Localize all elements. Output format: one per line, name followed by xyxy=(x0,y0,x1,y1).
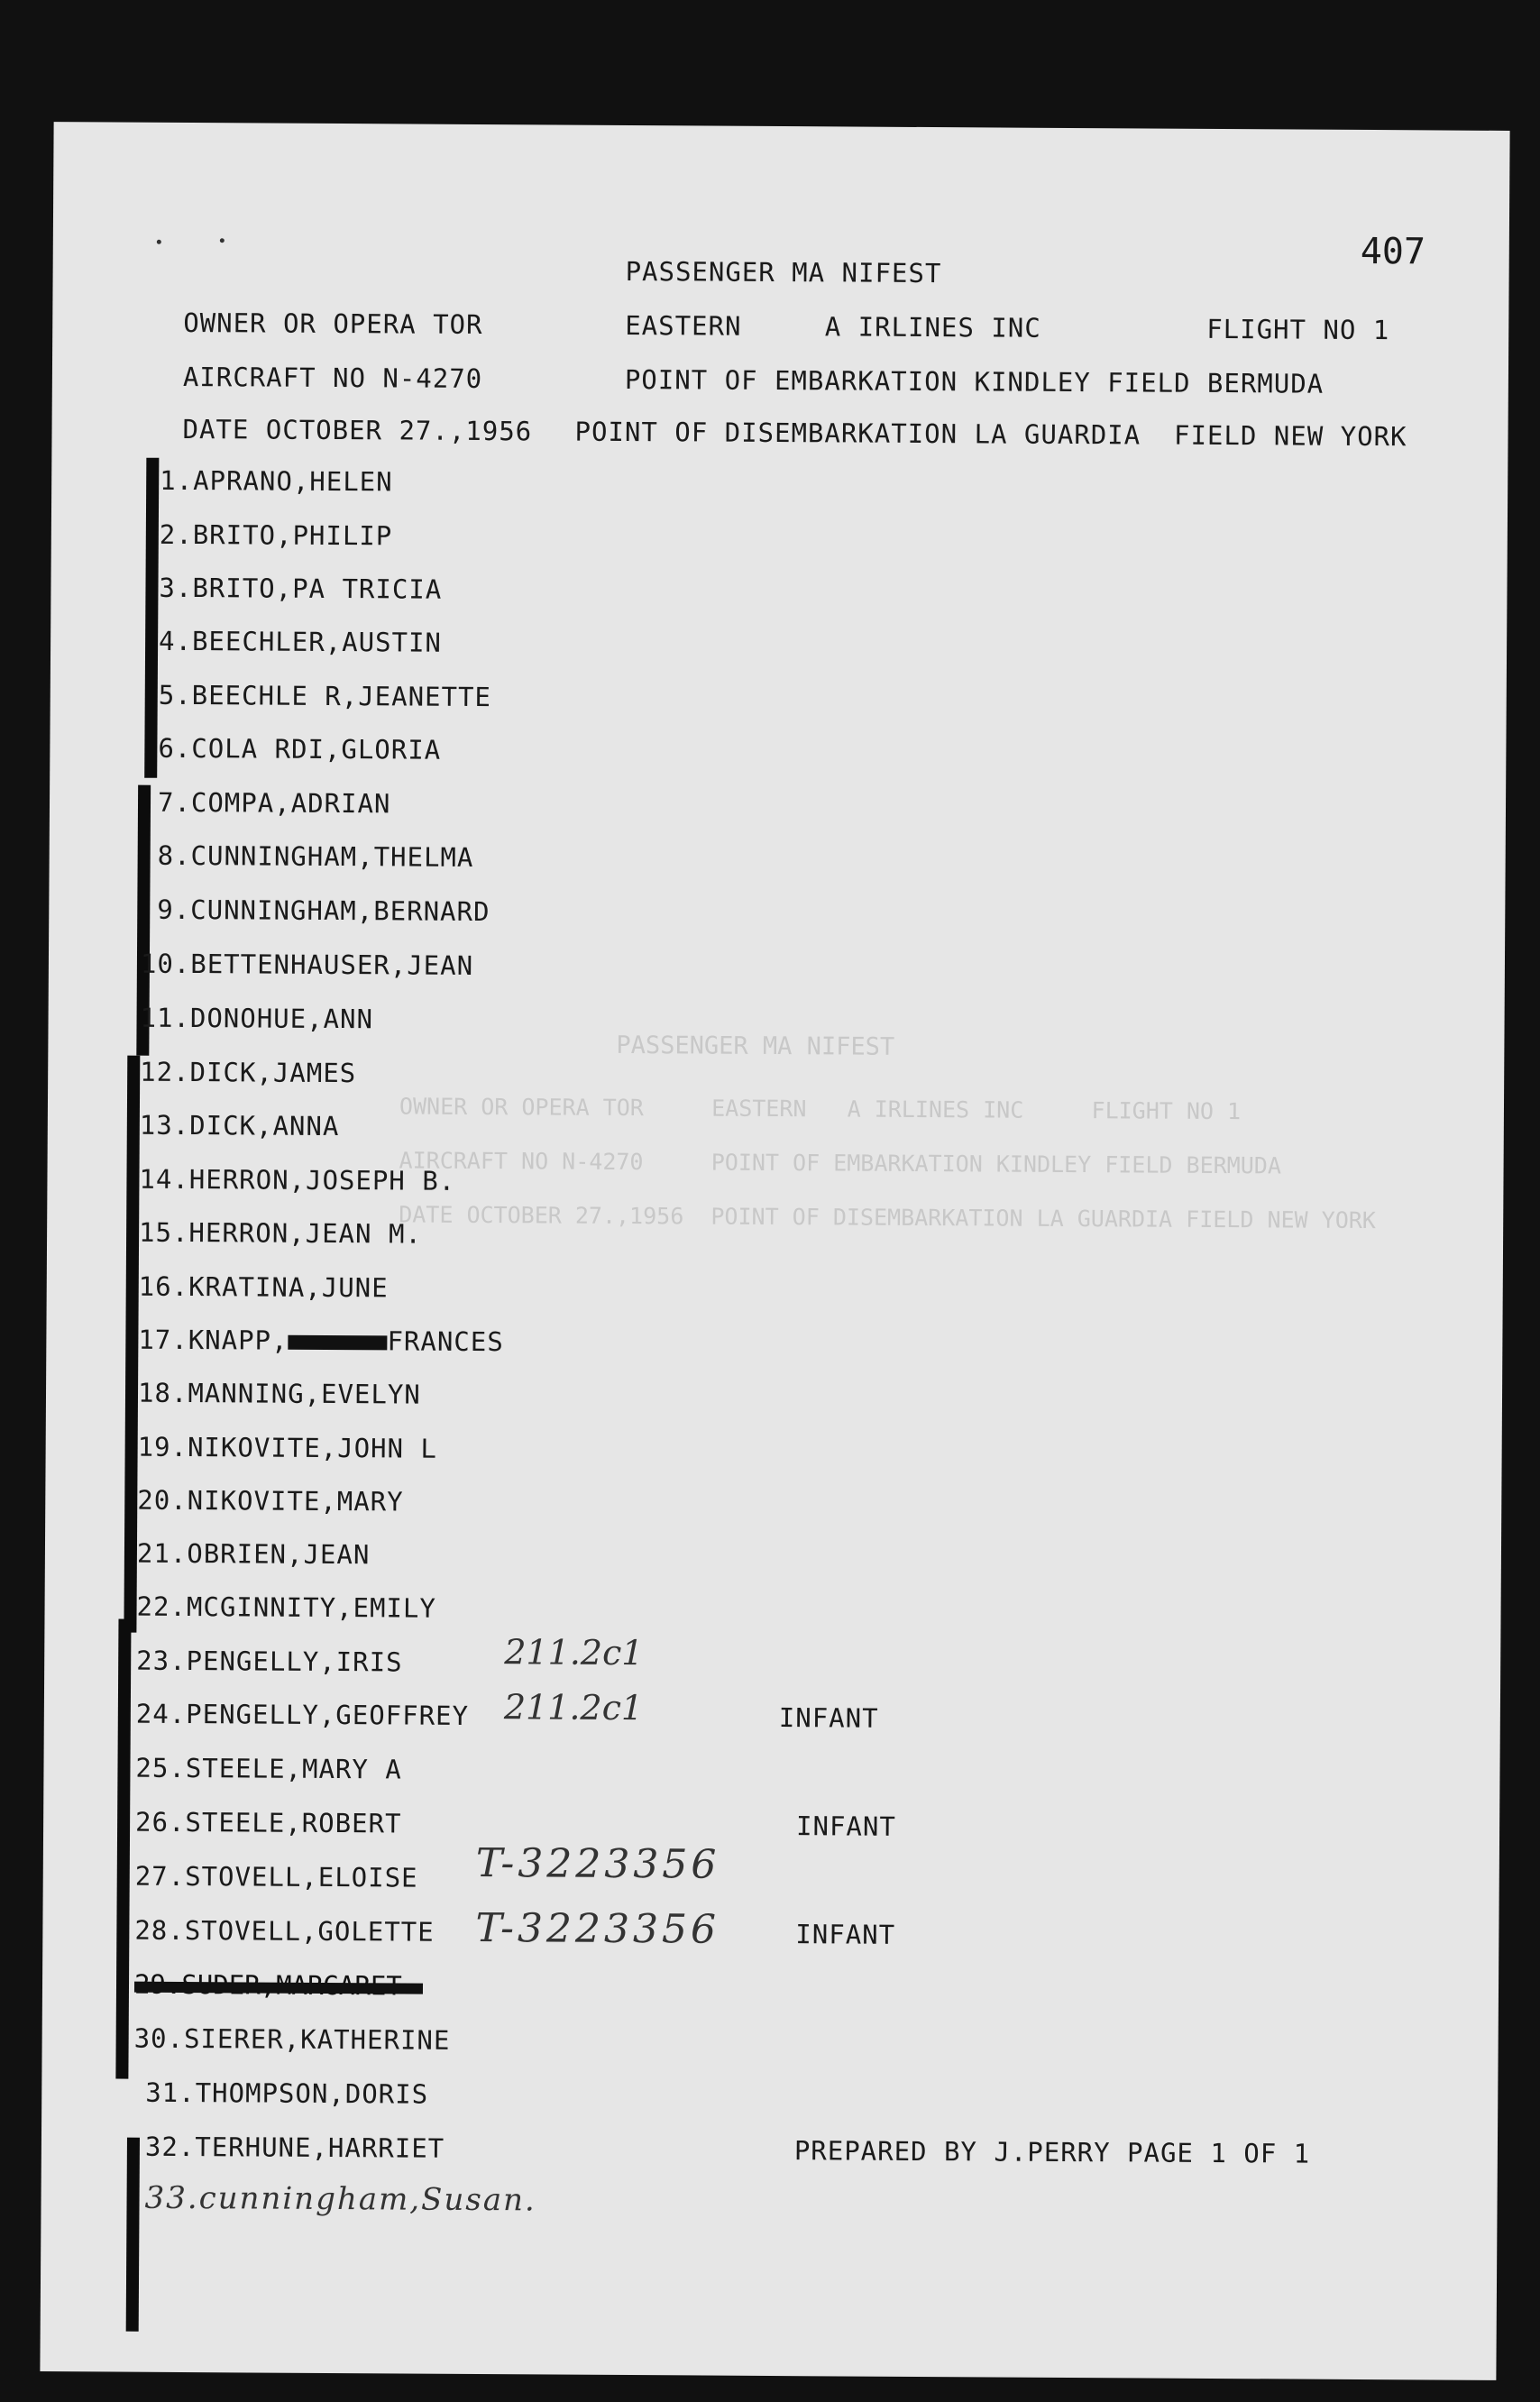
infant-label: INFANT xyxy=(778,1702,879,1734)
passenger-entry: 2.BRITO,PHILIP xyxy=(159,518,393,552)
infant-label: INFANT xyxy=(795,1919,896,1950)
passenger-entry: 22.MCGINNITY,EMILY xyxy=(136,1591,436,1624)
passenger-entry: 10.BETTENHAUSER,JEAN xyxy=(140,948,474,981)
margin-bracket xyxy=(144,458,159,778)
passenger-entry xyxy=(138,1325,504,1357)
passenger-entry: 19.NIKOVITE,JOHN L xyxy=(137,1431,438,1464)
passenger-entry: 16.KRATINA,JUNE xyxy=(138,1270,389,1304)
prepared-by-footer: PREPARED BY J.PERRY PAGE 1 OF 1 xyxy=(793,2135,1311,2169)
point-of-disembarkation: POINT OF DISEMBARKATION LA GUARDIA FIELD NEW YORK xyxy=(574,416,1407,453)
passenger-entry: 9.CUNNINGHAM,BERNARD xyxy=(157,894,490,928)
manifest-date: DATE OCTOBER 27.,1956 xyxy=(182,413,533,447)
passenger-entry: 21.OBRIEN,JEAN xyxy=(136,1537,371,1571)
passenger-entry: 27.STOVELL,ELOISE xyxy=(134,1860,418,1893)
bleed-through-line: DATE OCTOBER 27.,1956 POINT OF DISEMBARKATION LA GUARDIA FIELD NEW YORK xyxy=(399,1201,1377,1234)
margin-bracket xyxy=(115,1619,131,2079)
aircraft-number: AIRCRAFT NO N-4270 xyxy=(182,361,483,395)
point-of-embarkation: POINT OF EMBARKATION KINDLEY FIELD BERMUDA xyxy=(624,363,1325,399)
passenger-entry: 20.NIKOVITE,MARY xyxy=(137,1484,404,1517)
owner-label: OWNER OR OPERA TOR xyxy=(183,307,483,341)
passenger-entry: 23.PENGELLY,IRIS xyxy=(136,1645,403,1678)
passenger-entry: 24.PENGELLY,GEOFFREY xyxy=(135,1698,470,1731)
margin-bracket xyxy=(126,2138,140,2332)
bleed-through-line: PASSENGER MA NIFEST xyxy=(616,1031,895,1061)
stray-mark xyxy=(157,240,161,244)
owner-value: EASTERN A IRLINES INC xyxy=(625,309,1041,344)
passenger-entry: 5.BEECHLE R,JEANETTE xyxy=(158,679,492,713)
passenger-entry: 26.STEELE,ROBERT xyxy=(135,1806,402,1839)
bleed-through-line: AIRCRAFT NO N-4270 POINT OF EMBARKATION KINDLEY FIELD BERMUDA xyxy=(399,1147,1282,1179)
passenger-entry-name: 17.KNAPP, xyxy=(138,1324,289,1356)
passenger-entry: 31.THOMPSON,DORIS xyxy=(145,2077,429,2110)
handwritten-note: 211.2c1 xyxy=(503,1687,644,1728)
passenger-entry: 30.SIERER,KATHERINE xyxy=(133,2022,451,2056)
passenger-entry: 32.TERHUNE,HARRIET xyxy=(144,2131,445,2164)
passenger-entry: 7.COMPA,ADRIAN xyxy=(157,786,391,820)
passenger-entry: 6.COLA RDI,GLORIA xyxy=(158,732,442,766)
handwritten-passenger-entry: 33.cunningham,Susan. xyxy=(144,2179,536,2219)
passenger-entry: 14.HERRON,JOSEPH B. xyxy=(139,1163,456,1196)
redaction-mark xyxy=(288,1335,387,1351)
passenger-entry: 4.BEECHLER,AUSTIN xyxy=(159,625,443,658)
stray-mark xyxy=(220,238,225,243)
passenger-entry: 18.MANNING,EVELYN xyxy=(137,1377,421,1410)
passenger-entry: 3.BRITO,PA TRICIA xyxy=(159,572,443,605)
page-number: 407 xyxy=(1360,230,1426,273)
strike-through-mark xyxy=(134,1982,423,1994)
bleed-through-line: OWNER OR OPERA TOR EASTERN A IRLINES INC FLIGHT NO 1 xyxy=(399,1093,1242,1125)
passenger-entry: 1.APRANO,HELEN xyxy=(160,464,393,498)
manifest-title: PASSENGER MA NIFEST xyxy=(625,255,942,289)
passenger-entry-suffix: FRANCES xyxy=(387,1325,504,1358)
passenger-entry: 15.HERRON,JEAN M. xyxy=(139,1216,423,1250)
handwritten-note: T-3223356 xyxy=(475,1904,720,1953)
flight-number: FLIGHT NO 1 xyxy=(1206,313,1390,346)
passenger-entry: 8.CUNNINGHAM,THELMA xyxy=(157,839,474,873)
passenger-entry: 11.DONOHUE,ANN xyxy=(140,1002,374,1035)
passenger-entry: 12.DICK,JAMES xyxy=(140,1056,357,1089)
passenger-entry: 25.STEELE,MARY A xyxy=(135,1752,402,1785)
infant-label: INFANT xyxy=(796,1811,896,1842)
passenger-entry: 28.STOVELL,GOLETTE xyxy=(134,1914,435,1948)
manifest-page xyxy=(40,122,1509,2380)
passenger-entry: 13.DICK,ANNA xyxy=(139,1109,340,1142)
handwritten-note: T-3223356 xyxy=(475,1839,720,1888)
handwritten-note: 211.2c1 xyxy=(504,1632,644,1673)
